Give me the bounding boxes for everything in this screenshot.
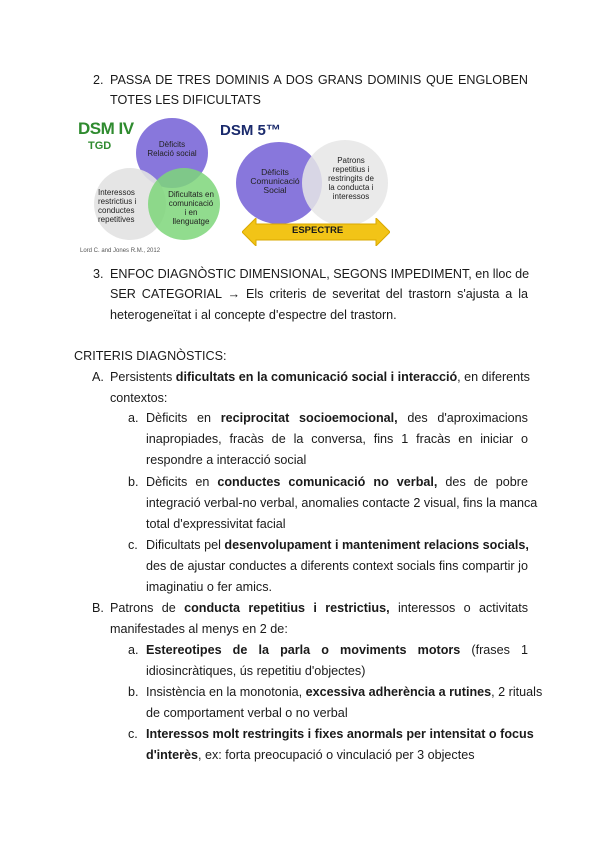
item3-line1: ENFOC DIAGNÒSTIC DIMENSIONAL, SEGONS IMPEDIMENT, en lloc de — [110, 267, 530, 281]
criterion-A-a-line2: inapropiades, fracàs de la conversa, fins 1 fracàs en iniciar o — [146, 432, 528, 446]
criterion-A-line1: Persistents dificultats en la comunicació social i interacció, en diferents — [110, 370, 530, 384]
dsm4-circle-interests-label: Interessos restrictius i conductes repetitives — [98, 188, 137, 224]
item2-line2: TOTES LES DIFICULTATS — [110, 93, 261, 107]
dsm5-circle-social-label: Dèficits Comunicació Social — [250, 167, 300, 195]
criterion-B-b-line2: de comportament verbal o no verbal — [146, 706, 348, 720]
criterion-B-c-line2: d'interès, ex: forta preocupació o vinculació per 3 objectes — [146, 748, 475, 762]
item2-line1: PASSA DE TRES DOMINIS A DOS GRANS DOMINIS QUE ENGLOBEN — [110, 73, 528, 87]
criterion-B-line2: manifestades al menys en 2 de: — [110, 622, 288, 636]
dsm-comparison-figure — [76, 116, 396, 261]
dsm4-circle-social-label: Dèficits Relació social — [147, 140, 197, 158]
list-marker-A: A. — [92, 370, 104, 384]
criterion-A-line2: contextos: — [110, 391, 168, 405]
item3-line3: heterogeneïtat i al concepte d'espectre del trastorn. — [110, 308, 397, 322]
item3-line2: SER CATEGORIAL → Els criteris de severitat del trastorn s'ajusta a la — [110, 287, 528, 301]
criterion-B-line1: Patrons de conducta repetitius i restrictius, interessos o activitats — [110, 601, 528, 615]
list-marker-2: 2. — [93, 73, 104, 87]
criterion-B-a-line1: Estereotipes de la parla o moviments motors (frases 1 — [146, 643, 528, 657]
section-heading: CRITERIS DIAGNÒSTICS: — [74, 349, 227, 363]
dsm4-subtitle: TGD — [88, 140, 112, 152]
dsm4-credit: Lord C. and Jones R.M., 2012 — [80, 248, 161, 254]
criterion-A-a-line1: Dèficits en reciprocitat socioemocional, des d'aproximacions — [146, 411, 528, 425]
dsm4-circle-communication-label: Dificultats en comunicació i en llenguatge — [168, 190, 214, 226]
criterion-A-a-line3: respondre a interacció social — [146, 453, 307, 467]
list-marker-B-b: b. — [128, 685, 139, 699]
criterion-A-b-line3: total d'expressivitat facial — [146, 517, 286, 531]
criterion-A-c-line3: imaginatiu o fer amics. — [146, 580, 272, 594]
list-marker-3: 3. — [93, 267, 104, 281]
list-marker-A-b: b. — [128, 475, 139, 489]
list-marker-A-c: c. — [128, 538, 138, 552]
criterion-A-c-line1: Dificultats pel desenvolupament i manteniment relacions socials, — [146, 538, 529, 552]
criterion-B-b-line1: Insistència en la monotonia, excessiva adherència a rutines, 2 rituals — [146, 685, 543, 699]
spectrum-label: ESPECTRE — [292, 225, 344, 236]
dsm5-circle-interests-label: Patrons repetitius i restringits de la conducta i interessos — [328, 156, 374, 201]
criterion-B-a-line2: idiosincràtiques, ús repetitiu d'objectes) — [146, 664, 366, 678]
list-marker-B-a: a. — [128, 643, 139, 657]
criterion-B-c-line1: Interessos molt restringits i fixes anormals per intensitat o focus — [146, 727, 534, 741]
list-marker-A-a: a. — [128, 411, 139, 425]
list-marker-B-c: c. — [128, 727, 138, 741]
list-marker-B: B. — [92, 601, 104, 615]
criterion-A-b-line2: integració verbal-no verbal, anomalies contacte 2 visual, fins la manca — [146, 496, 538, 510]
dsm5-title: DSM 5™ — [220, 122, 281, 139]
criterion-A-b-line1: Dèficits en conductes comunicació no verbal, des de pobre — [146, 475, 529, 489]
criterion-A-c-line2: des de ajustar conductes a diferents context socials fins compartir jo — [146, 559, 528, 573]
dsm4-title: DSM IV — [78, 119, 134, 138]
